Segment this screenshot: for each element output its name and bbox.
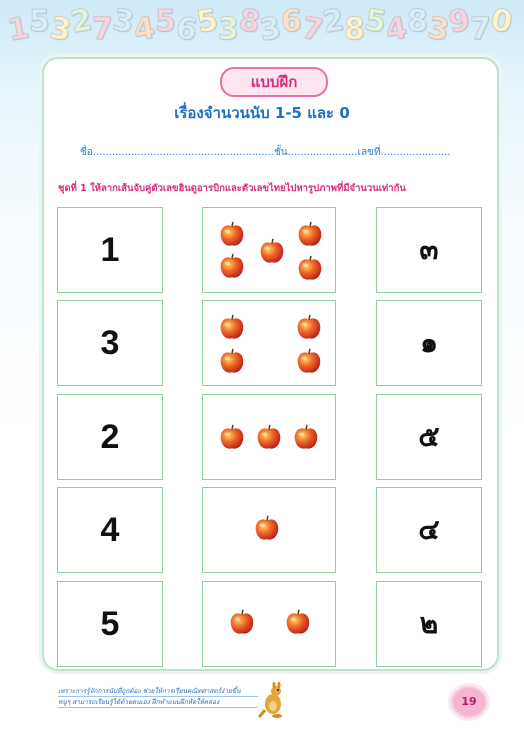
arabic-number: 1 [100,230,120,269]
decorative-digit: 5 [29,4,50,39]
decorative-digit: 6 [173,10,200,49]
decorative-digit: 9 [446,2,473,41]
decorative-digit: 2 [320,2,347,41]
thai-number-card[interactable] [376,581,482,667]
arabic-number-card[interactable] [57,487,163,573]
worksheet-tag: แบบฝึก [220,67,328,97]
thai-number: ๒ [419,607,439,640]
decorative-digit: 4 [383,10,410,49]
arabic-number: 3 [100,323,120,362]
decorative-digit: 3 [257,10,284,49]
apple-picture-card[interactable] [202,394,336,480]
student-info-line: ชื่อ.........................................................ชั้น......................เลขที่...................... [80,147,451,158]
apple-icon [218,347,246,375]
arabic-number-card[interactable] [57,207,163,293]
decorative-digit: 3 [110,2,137,41]
decorative-digit: 3 [425,10,452,49]
decorative-digit: 3 [218,12,239,47]
decorative-digit: 5 [155,4,176,39]
apple-icon [296,254,324,282]
apple-icon [218,423,246,451]
apple-icon [296,220,324,248]
arabic-number-card[interactable] [57,581,163,667]
page-number-badge: 19 [451,686,487,718]
arabic-number: 5 [100,604,120,643]
thai-number-card[interactable] [376,300,482,386]
decorative-digit: 7 [470,12,491,47]
arabic-number: 2 [100,417,120,456]
apple-icon [218,220,246,248]
apple-icon [255,423,283,451]
decorative-digit: 0 [488,2,515,41]
arabic-number: 4 [100,510,120,549]
decorative-digit: 7 [92,12,113,47]
decorative-digit: 8 [344,12,365,47]
kangaroo-icon [258,682,288,718]
arabic-number-card[interactable] [57,300,163,386]
decorative-digit: 2 [68,2,95,41]
apple-picture-card[interactable] [202,581,336,667]
apple-picture-card[interactable] [202,487,336,573]
page-title: เรื่องจำนวนนับ 1-5 และ 0 [174,104,350,122]
decorative-digit: 1 [5,10,32,49]
apple-icon [253,514,281,542]
decorative-digit: 5 [362,2,389,41]
thai-number: ๓ [419,233,439,266]
decorative-digit-banner [0,0,524,50]
arabic-number-card[interactable] [57,394,163,480]
apple-icon [284,608,312,636]
apple-icon [228,608,256,636]
thai-number: ๕ [418,420,440,453]
apple-icon [218,313,246,341]
decorative-digit: 5 [194,2,221,41]
thai-number-card[interactable] [376,207,482,293]
thai-number-card[interactable] [376,487,482,573]
apple-icon [218,252,246,280]
footer-note-line-2: หนูๆ สามารถเรียนรู้ได้ด้วยตนเอง ฝึกทำแบบฝึกหัดให้คล่อง [58,697,258,708]
apple-icon [295,347,323,375]
footer-note-line-1: เพราะการรู้จักการนับที่ถูกต้อง ช่วยให้การเรียนคณิตศาสตร์ง่ายขึ้น [58,686,258,697]
decorative-digit: 6 [281,4,302,39]
decorative-digit: 3 [47,10,74,49]
decorative-digit: 8 [236,2,263,41]
apple-icon [258,237,286,265]
decorative-digit: 8 [407,4,428,39]
footer-note [58,686,258,708]
apple-icon [295,313,323,341]
apple-picture-card[interactable] [202,207,336,293]
thai-number: ๑ [420,326,438,359]
apple-icon [292,423,320,451]
decorative-digit: 7 [299,10,326,49]
apple-picture-card[interactable] [202,300,336,386]
exercise-instruction: ชุดที่ 1 ให้ลากเส้นจับคู่ตัวเลขฮินดูอารบิกและตัวเลขไทยไปหารูปภาพที่มีจำนวนเท่ากัน [58,183,406,194]
thai-number-card[interactable] [376,394,482,480]
thai-number: ๔ [418,513,440,546]
decorative-digit: 4 [131,10,158,49]
